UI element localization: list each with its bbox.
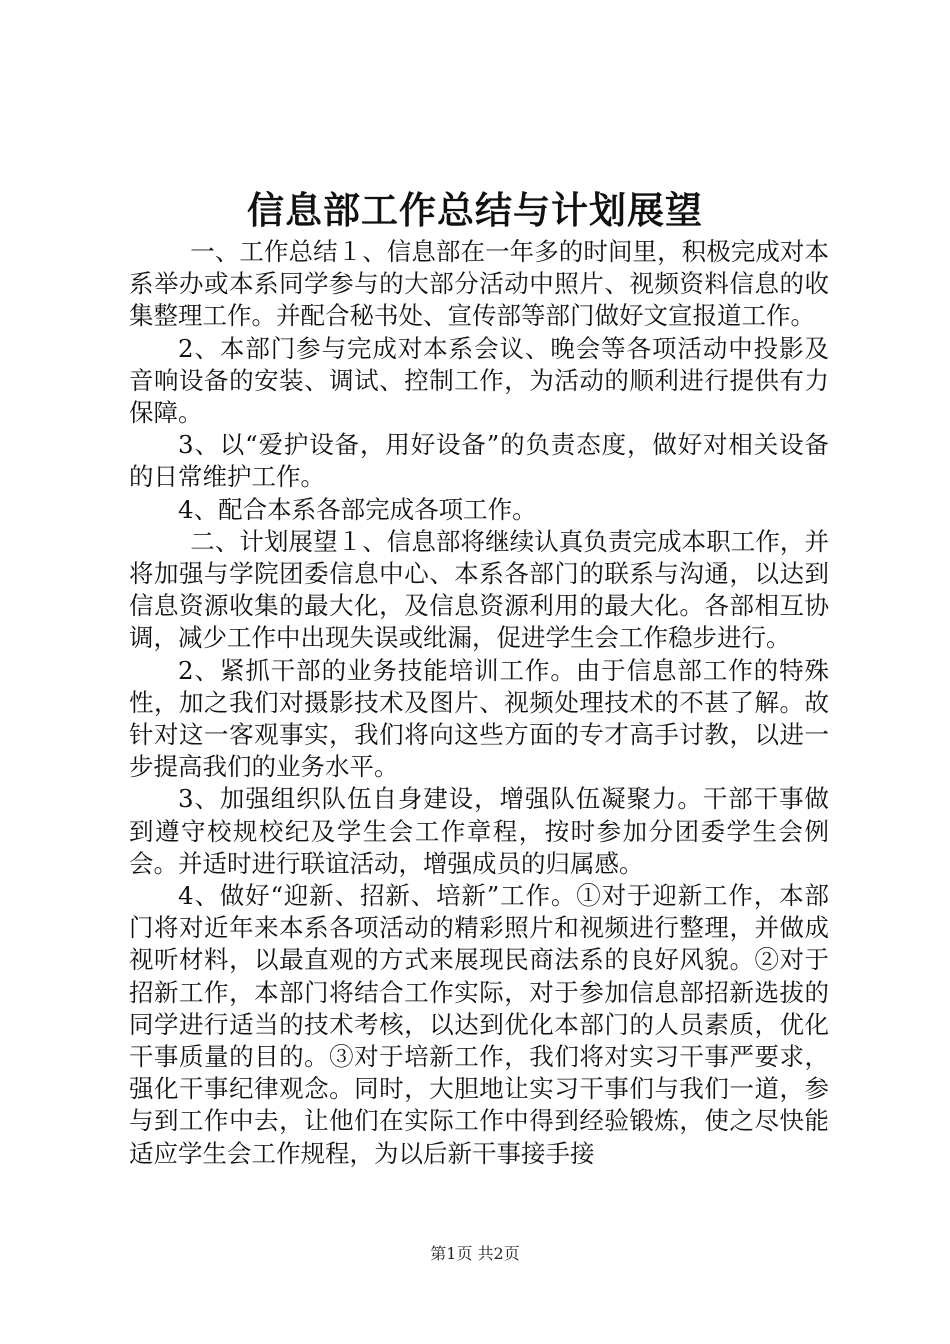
page-number-footer: 第1页 共2页	[430, 1244, 520, 1263]
paragraph-plan-3: 3、加强组织队伍自身建设，增强队伍凝聚力。干部干事做到遵守校规校纪及学生会工作章程，按时参加分团委学生会例会。并适时进行联谊活动，增强成员的归属感。	[129, 784, 829, 878]
paragraph-summary-1: 一、工作总结１、信息部在一年多的时间里，积极完成对本系举办或本系同学参与的大部分活动中照片、视频资料信息的收集整理工作。并配合秘书处、宣传部等部门做好文宣报道工作。	[129, 237, 829, 331]
paragraph-summary-3: 3、以“爱护设备，用好设备”的负责态度，做好对相关设备的日常维护工作。	[129, 430, 829, 492]
paragraph-summary-2: 2、本部门参与完成对本系会议、晚会等各项活动中投影及音响设备的安装、调试、控制工作，为活动的顺利进行提供有力保障。	[129, 333, 829, 428]
paragraph-plan-4: 4、做好“迎新、招新、培新”工作。①对于迎新工作，本部门将对近年来本系各项活动的精彩照片和视频进行整理，并做成视听材料，以最直观的方式来展现民商法系的良好风貌。②对于招新工作，本部门将结合工作实际，对于参加信息部招新选拔的同学进行适当的技术考核，以达到优化本部门的人员素质，优化干事质量的目的。③对于培新工作，我们将对实习干事严要求，强化干事纪律观念。同时，大胆地让实习干事们与我们一道，参与到工作中去，让他们在实际工作中得到经验锻炼，使之尽快能适应学生会工作规程，为以后新干事接手接	[129, 881, 829, 1168]
document-body	[129, 236, 829, 1170]
document-title: 信息部工作总结与计划展望	[247, 188, 703, 232]
paragraph-plan-2: 2、紧抓干部的业务技能培训工作。由于信息部工作的特殊性，加之我们对摄影技术及图片、视频处理技术的不甚了解。故针对这一客观事实，我们将向这些方面的专才高手讨教，以进一步提高我们的业务水平。	[129, 655, 829, 782]
paragraph-summary-4: 4、配合本系各部完成各项工作。	[178, 494, 537, 524]
paragraph-plan-1: 二、计划展望１、信息部将继续认真负责完成本职工作，并将加强与学院团委信息中心、本系各部门的联系与沟通，以达到信息资源收集的最大化，及信息资源利用的最大化。各部相互协调，减少工作中出现失误或纰漏，促进学生会工作稳步进行。	[129, 526, 829, 653]
